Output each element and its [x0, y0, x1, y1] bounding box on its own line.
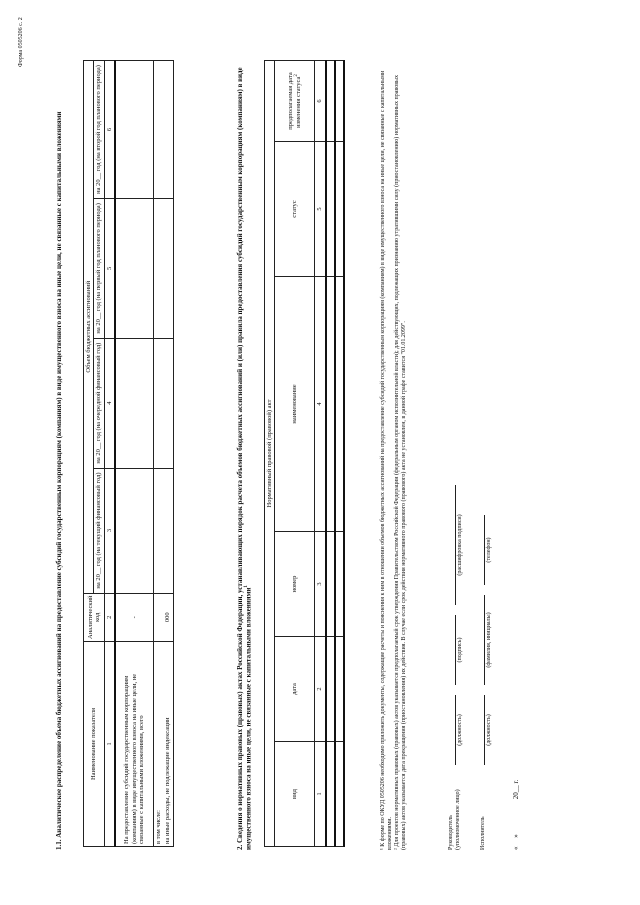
- value-cell: [153, 61, 173, 199]
- header-status: статус: [275, 142, 315, 277]
- value-cell: [115, 338, 153, 468]
- executor-position-line: [484, 695, 485, 765]
- form-code: Форма 0505206 с. 2: [18, 17, 24, 67]
- empty-cell: [326, 142, 335, 277]
- col-num: 3: [315, 532, 326, 637]
- header-col5: на 20__ год (на первый год планового периода): [94, 199, 104, 339]
- section1-table: [83, 60, 174, 847]
- col-num: 2: [315, 637, 326, 742]
- head-text: Руководитель: [448, 815, 454, 850]
- header-date: дата: [275, 637, 315, 742]
- header-vid: вид: [275, 742, 315, 847]
- footnotes: [380, 55, 408, 850]
- empty-cell: [326, 637, 335, 742]
- executor-label: Исполнитель: [480, 816, 486, 850]
- col-num: 2: [104, 593, 115, 641]
- value-cell: [115, 61, 153, 199]
- header-group: Объем бюджетных ассигнований: [84, 61, 94, 594]
- empty-cell: [326, 742, 335, 847]
- phone-caption: (телефон): [486, 537, 492, 563]
- section2-title: [236, 55, 252, 850]
- footnote-1: ¹ К форме по ОКУД 0505206 необходимо приложить документы, содержащие расчеты и пояснения к ним в отношении объемов бюджетных ассигнований на предоставление субсидий государственным корпорациям (компаниям) в виде имущественного взноса на иные цели, не связанные с капитальными вложениями.: [380, 70, 393, 850]
- footnote-2: ² Для проектов нормативных правовых (правовых) актов указывается предполагаемый срок утверждения Правительством Российской Федерации (федеральным органом исполнительной власти); для действующих, подлежащих признанию утратившими силу (приостановлению) нормативных правовых (правовых) актов указывается дата прекращения (приостановления) их действия. В случае если срок действия нормативного правового (правового) акта не установлен, в данной графе ставится "01.01.2099".: [393, 74, 407, 850]
- signature-line: [455, 615, 456, 685]
- header-code: Аналитический код: [84, 593, 105, 641]
- phone-line: [484, 515, 485, 585]
- empty-cell: [335, 637, 344, 742]
- empty-cell: [335, 61, 344, 142]
- section1-title: 1.1. Аналитическое распределение объема бюджетных ассигнований на предоставление субсидий государственным корпорациям (компаниям) в виде имущественного взноса на иные цели, не связанные с капитальными вложениями: [55, 111, 63, 850]
- col-num: 6: [104, 61, 115, 199]
- value-cell: [153, 468, 173, 593]
- empty-cell: [335, 742, 344, 847]
- empty-cell: [335, 142, 344, 277]
- position-line: [455, 695, 456, 765]
- empty-cell: [326, 61, 335, 142]
- empty-cell: [335, 532, 344, 637]
- row-name: на иные расходы, не подлежащие индексации: [163, 642, 173, 847]
- fio-caption: (фамилия, инициалы): [486, 612, 492, 668]
- row-name: в том числе:: [153, 642, 163, 847]
- position-caption: (должность): [457, 714, 463, 746]
- signature-caption: (подпись): [457, 637, 463, 663]
- section2-title-text: 2. Сведения о нормативных правовых (правовых) актах Российской Федерации, устанавливающих порядок расчета объемов бюджетных ассигнований и (или) правила предоставления субсидий государственным корпорациям (компаниям) в виде имущественного взноса на иные цели, не связанные с капитальными вложениями: [236, 67, 253, 850]
- header-name: Наименование показателя: [84, 642, 105, 847]
- section2-title-sup: 1: [244, 585, 250, 588]
- col-num: 1: [104, 642, 115, 847]
- header-col3: на 20__ год (на текущий финансовый год): [94, 468, 104, 593]
- value-cell: [115, 199, 153, 339]
- col-num: 4: [315, 277, 326, 532]
- header-name: наименование: [275, 277, 315, 532]
- executor-position-caption: (должность): [486, 714, 492, 746]
- header-col4: на 20__ год (на очередной финансовый год): [94, 338, 104, 468]
- header-col6: на 20__ год (на второй год планового периода): [94, 61, 104, 199]
- decode-line: [455, 485, 456, 605]
- col-num: 5: [315, 142, 326, 277]
- fio-line: [484, 595, 485, 685]
- empty-cell: [326, 277, 335, 532]
- col-num: 1: [315, 742, 326, 847]
- value-cell: [153, 338, 173, 468]
- section2-group-header: Нормативный правовой (правовой) акт: [265, 61, 275, 847]
- value-cell: [153, 199, 173, 339]
- empty-cell: [335, 277, 344, 532]
- header-change-sup: 2: [294, 74, 300, 77]
- row-name: На предоставление субсидий государственным корпорациям (компаниям) в виде имущественного взноса на иные цели, не связанные с капитальными вложениями, всего: [115, 642, 153, 847]
- row-code: [153, 593, 163, 641]
- head-sub-text: (уполномоченное лицо): [454, 789, 461, 850]
- date-line: « » 20__ г.: [512, 779, 520, 850]
- head-label: [448, 789, 462, 850]
- row-code: -: [115, 593, 153, 641]
- section2-table: [264, 60, 345, 847]
- col-num: 3: [104, 468, 115, 593]
- col-num: 5: [104, 199, 115, 339]
- col-num: 4: [104, 338, 115, 468]
- decode-caption: (расшифровка подписи): [457, 514, 463, 576]
- header-change-date: [275, 61, 315, 142]
- value-cell: [115, 468, 153, 593]
- header-number: номер: [275, 532, 315, 637]
- row-code: 000: [163, 593, 173, 641]
- header-change-text: предполагаемая дата изменения статуса: [286, 72, 303, 130]
- col-num: 6: [315, 61, 326, 142]
- empty-cell: [326, 532, 335, 637]
